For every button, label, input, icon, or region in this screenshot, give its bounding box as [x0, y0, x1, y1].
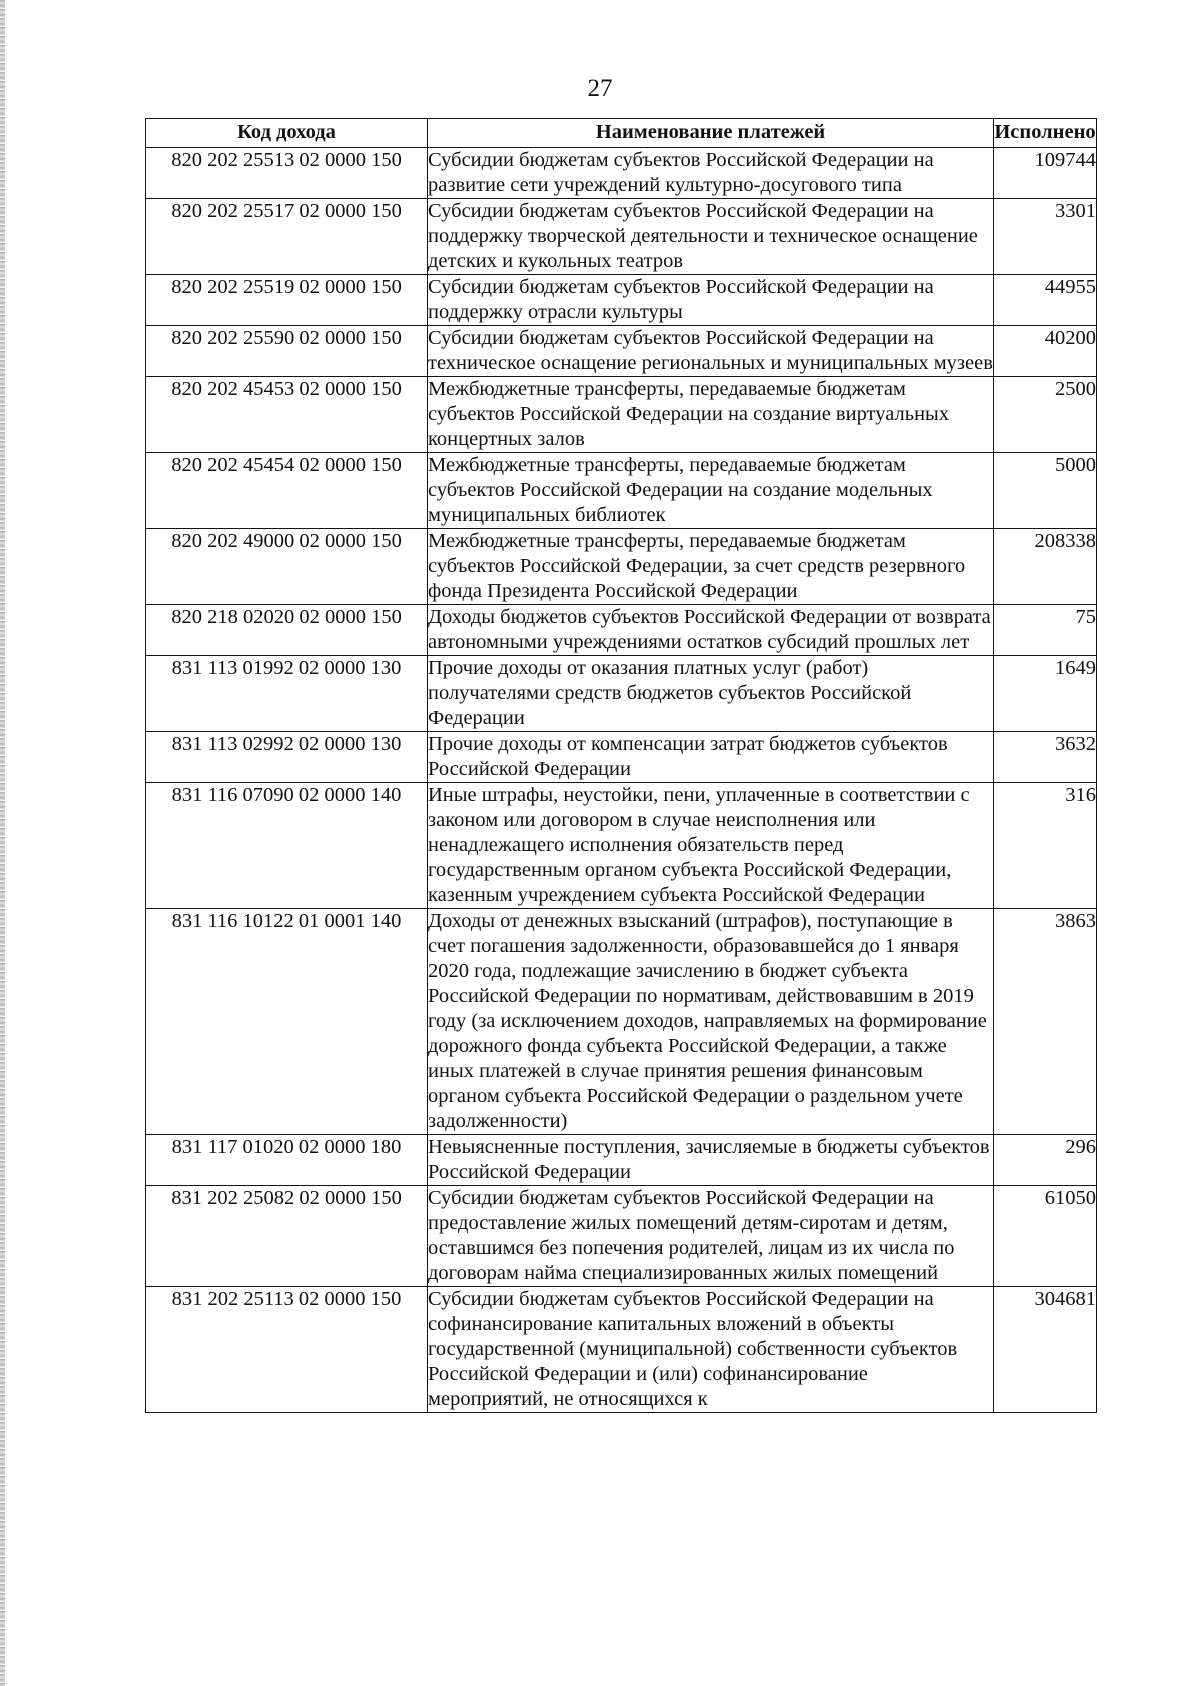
cell-name: Субсидии бюджетам субъектов Российской Федерации на поддержку отрасли культуры — [428, 275, 994, 326]
cell-amount: 109744 — [994, 148, 1097, 199]
cell-amount: 316 — [994, 783, 1097, 909]
cell-name: Прочие доходы от оказания платных услуг (работ) получателями средств бюджетов субъектов Российской Федерации — [428, 656, 994, 732]
cell-code: 820 202 25517 02 0000 150 — [146, 199, 428, 275]
cell-code: 820 202 45454 02 0000 150 — [146, 453, 428, 529]
cell-code: 820 202 49000 02 0000 150 — [146, 529, 428, 605]
table-row — [146, 326, 1097, 377]
cell-code: 820 202 25590 02 0000 150 — [146, 326, 428, 377]
cell-amount: 40200 — [994, 326, 1097, 377]
cell-code: 820 218 02020 02 0000 150 — [146, 605, 428, 656]
revenue-table — [145, 118, 1097, 1413]
cell-name: Доходы от денежных взысканий (штрафов), поступающие в счет погашения задолженности, образовавшейся до 1 января 2020 года, подлежащие зачислению в бюджет субъекта Российской Федерации по нормативам, действовавшим в 2019 году (за исключением доходов, направляемых на формирование дорожного фонда субъекта Российской Федерации, а также иных платежей в случае принятия решения финансовым органом субъекта Российской Федерации о раздельном учете задолженности) — [428, 909, 994, 1135]
cell-name: Субсидии бюджетам субъектов Российской Федерации на техническое оснащение региональных и муниципальных музеев — [428, 326, 994, 377]
cell-code: 831 116 07090 02 0000 140 — [146, 783, 428, 909]
table-row — [146, 783, 1097, 909]
cell-code: 831 117 01020 02 0000 180 — [146, 1135, 428, 1186]
table-header-row — [146, 119, 1097, 148]
page-number: 27 — [587, 75, 613, 102]
table-row — [146, 1287, 1097, 1413]
cell-name: Субсидии бюджетам субъектов Российской Федерации на развитие сети учреждений культурно-досугового типа — [428, 148, 994, 199]
cell-amount: 75 — [994, 605, 1097, 656]
cell-code: 820 202 45453 02 0000 150 — [146, 377, 428, 453]
cell-code: 831 116 10122 01 0001 140 — [146, 909, 428, 1135]
cell-name: Межбюджетные трансферты, передаваемые бюджетам субъектов Российской Федерации на создание модельных муниципальных библиотек — [428, 453, 994, 529]
cell-code: 820 202 25519 02 0000 150 — [146, 275, 428, 326]
table-row — [146, 909, 1097, 1135]
table-row — [146, 529, 1097, 605]
cell-code: 831 113 01992 02 0000 130 — [146, 656, 428, 732]
table-row — [146, 377, 1097, 453]
table-row — [146, 605, 1097, 656]
cell-amount: 3863 — [994, 909, 1097, 1135]
scan-edge — [0, 0, 5, 1686]
cell-name: Межбюджетные трансферты, передаваемые бюджетам субъектов Российской Федерации, за счет средств резервного фонда Президента Российской Федерации — [428, 529, 994, 605]
cell-name: Субсидии бюджетам субъектов Российской Федерации на поддержку творческой деятельности и техническое оснащение детских и кукольных театров — [428, 199, 994, 275]
cell-amount: 208338 — [994, 529, 1097, 605]
header-code: Код дохода — [146, 119, 428, 148]
cell-code: 820 202 25513 02 0000 150 — [146, 148, 428, 199]
header-name: Наименование платежей — [428, 119, 994, 148]
cell-amount: 2500 — [994, 377, 1097, 453]
table-row — [146, 148, 1097, 199]
cell-name: Невыясненные поступления, зачисляемые в бюджеты субъектов Российской Федерации — [428, 1135, 994, 1186]
table-row — [146, 1135, 1097, 1186]
table-row — [146, 732, 1097, 783]
table-row — [146, 199, 1097, 275]
table-row — [146, 656, 1097, 732]
cell-amount: 3632 — [994, 732, 1097, 783]
cell-amount: 5000 — [994, 453, 1097, 529]
cell-amount: 304681 — [994, 1287, 1097, 1413]
cell-amount: 44955 — [994, 275, 1097, 326]
table-row — [146, 275, 1097, 326]
cell-name: Межбюджетные трансферты, передаваемые бюджетам субъектов Российской Федерации на создание виртуальных концертных залов — [428, 377, 994, 453]
cell-name: Субсидии бюджетам субъектов Российской Федерации на предоставление жилых помещений детям-сиротам и детям, оставшимся без попечения родителей, лицам из их числа по договорам найма специализированных жилых помещений — [428, 1186, 994, 1287]
cell-code: 831 202 25082 02 0000 150 — [146, 1186, 428, 1287]
cell-code: 831 202 25113 02 0000 150 — [146, 1287, 428, 1413]
table-row — [146, 453, 1097, 529]
cell-name: Иные штрафы, неустойки, пени, уплаченные в соответствии с законом или договором в случае неисполнения или ненадлежащего исполнения обязательств перед государственным органом субъекта Российской Федерации, казенным учреждением субъекта Российской Федерации — [428, 783, 994, 909]
cell-name: Доходы бюджетов субъектов Российской Федерации от возврата автономными учреждениями остатков субсидий прошлых лет — [428, 605, 994, 656]
cell-amount: 3301 — [994, 199, 1097, 275]
cell-code: 831 113 02992 02 0000 130 — [146, 732, 428, 783]
header-amount: Исполнено — [994, 119, 1097, 148]
cell-amount: 296 — [994, 1135, 1097, 1186]
cell-name: Субсидии бюджетам субъектов Российской Федерации на софинансирование капитальных вложений в объекты государственной (муниципальной) собственности субъектов Российской Федерации и (или) софинансирование мероприятий, не относящихся к — [428, 1287, 994, 1413]
cell-amount: 61050 — [994, 1186, 1097, 1287]
table-row — [146, 1186, 1097, 1287]
cell-name: Прочие доходы от компенсации затрат бюджетов субъектов Российской Федерации — [428, 732, 994, 783]
cell-amount: 1649 — [994, 656, 1097, 732]
